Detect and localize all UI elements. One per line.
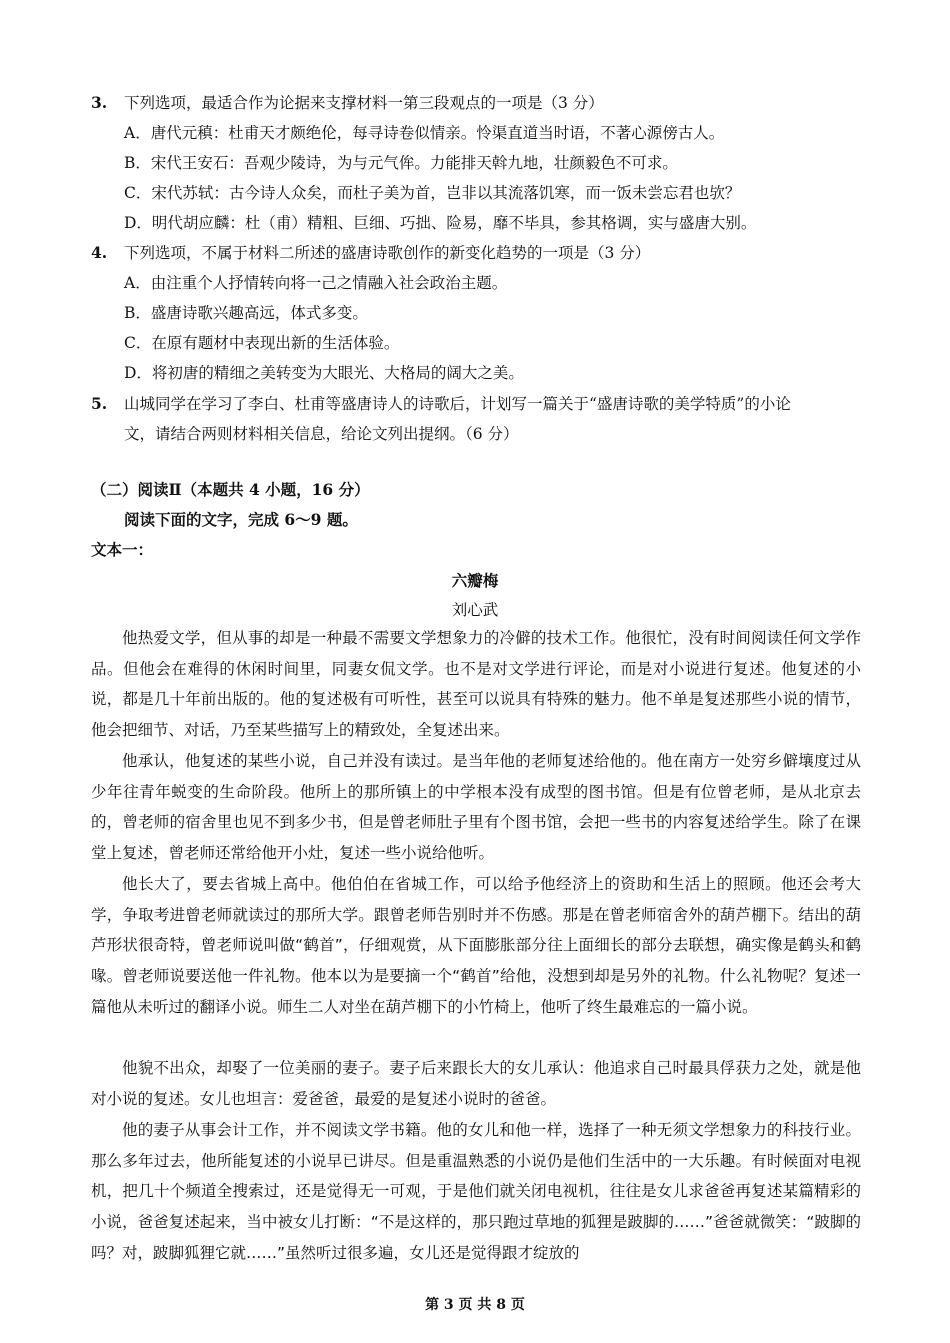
question-3-option-b: B．宋代王安石：吾观少陵诗，为与元气侔。力能排天斡九地，壮颜毅色不可求。 [124, 154, 678, 172]
question-3-number: 3. [91, 93, 108, 112]
text-label: 文本一： [91, 540, 154, 559]
question-5-number: 5. [91, 394, 108, 413]
article-paragraph-4: 他貌不出众，却娶了一位美丽的妻子。妻子后来跟长大的女儿承认：他追求自己时最具俘获力之处，就是他对小说的复述。女儿也坦言：爱爸爸，最爱的是复述小说时的爸爸。 [91, 1059, 861, 1108]
question-4-option-d: D．将初唐的精细之美转变为大眼光、大格局的阔大之美。 [124, 364, 524, 382]
question-5-line-2: 文，请结合两则材料相关信息，给论文列出提纲。（6 分） [124, 425, 519, 443]
question-4-stem: 下列选项，不属于材料二所述的盛唐诗歌创作的新变化趋势的一项是（3 分） [124, 244, 651, 262]
article-paragraph-3: 他长大了，要去省城上高中。他伯伯在省城工作，可以给予他经济上的资助和生活上的照顾。他还会考大学，争取考进曾老师就读过的那所大学。跟曾老师告别时并不伤感。那是在曾老师宿舍外的葫芦棚下。结出的葫芦形状很奇特，曾老师说叫做“鹤首”，仔细观赏，从下面膨胀部分往上面细长的部分去联想，确实像是鹤头和鹤喙。曾老师说要送他一件礼物。他本以为是要摘一个“鹤首”给他，没想到却是另外的礼物。什么礼物呢？复述一篇他从未听过的翻译小说。师生二人对坐在葫芦棚下的小竹椅上，他听了终生最难忘的一篇小说。 [91, 875, 861, 1016]
article-title: 六瓣梅 [451, 571, 499, 590]
section-instruction: 阅读下面的文字，完成 6～9 题。 [124, 510, 358, 529]
question-3-option-c: C．宋代苏轼：古今诗人众矣，而杜子美为首，岂非以其流落饥寒，而一饭未尝忘君也欤？ [124, 184, 741, 202]
question-4-option-c: C．在原有题材中表现出新的生活体验。 [124, 334, 400, 352]
question-4-option-b: B．盛唐诗歌兴趣高远，体式多变。 [124, 304, 368, 322]
section-heading: （二）阅读Ⅱ（本题共 4 小题，16 分） [91, 480, 370, 499]
question-4-number: 4. [91, 243, 108, 262]
question-3-option-a: A．唐代元稹：杜甫天才颇绝伦，每寻诗卷似情亲。怜渠直道当时语，不著心源傍古人。 [124, 124, 725, 142]
question-5-line-1: 山城同学在学习了李白、杜甫等盛唐诗人的诗歌后，计划写一篇关于“盛唐诗歌的美学特质”的小论 [124, 395, 791, 413]
question-3-stem: 下列选项，最适合作为论据来支撑材料一第三段观点的一项是（3 分） [124, 94, 604, 112]
page-footer: 第 3 页 共 8 页 [425, 1297, 525, 1313]
article-paragraph-1: 他热爱文学，但从事的却是一种最不需要文学想象力的冷僻的技术工作。他很忙，没有时间阅读任何文学作品。但他会在难得的休闲时间里，同妻女侃文学。也不是对文学进行评论，而是对小说进行复述。他复述的小说，都是几十年前出版的。他的复述极有可听性，甚至可以说具有特殊的魅力。他不单是复述那些小说的情节，他会把细节、对话，乃至某些描写上的精致处，全复述出来。 [91, 629, 861, 740]
question-3-option-d: D．明代胡应麟：杜（甫）精粗、巨细、巧拙、险易，靡不毕具，参其格调，实与盛唐大别。 [124, 214, 757, 232]
question-4-option-a: A．由注重个人抒情转向将一己之情融入社会政治主题。 [124, 274, 508, 292]
article-paragraph-5: 他的妻子从事会计工作，并不阅读文学书籍。他的女儿和他一样，选择了一种无须文学想象力的科技行业。那么多年过去，他所能复述的小说早已讲尽。但是重温熟悉的小说仍是他们生活中的一大乐趣。有时候面对电视机，把几十个频道全搜索过，还是觉得无一可观，于是他们就关闭电视机，往往是女儿求爸爸再复述某篇精彩的小说，爸爸复述起来，当中被女儿打断：“不是这样的，那只跑过草地的狐狸是跛脚的……”爸爸就微笑：“跛脚的吗？对，跛脚狐狸它就……”虽然听过很多遍，女儿还是觉得跟才绽放的 [91, 1121, 861, 1262]
article-paragraph-2: 他承认，他复述的某些小说，自己并没有读过。是当年他的老师复述给他的。他在南方一处穷乡僻壤度过从少年往青年蜕变的生命阶段。他所上的那所镇上的中学根本没有成型的图书馆。但是有位曾老师，是从北京去的，曾老师的宿舍里也见不到多少书，但是曾老师肚子里有个图书馆，会把一些书的内容复述给学生。除了在课堂上复述，曾老师还常给他开小灶，复述一些小说给他听。 [91, 752, 861, 863]
article-author: 刘心武 [451, 601, 499, 619]
